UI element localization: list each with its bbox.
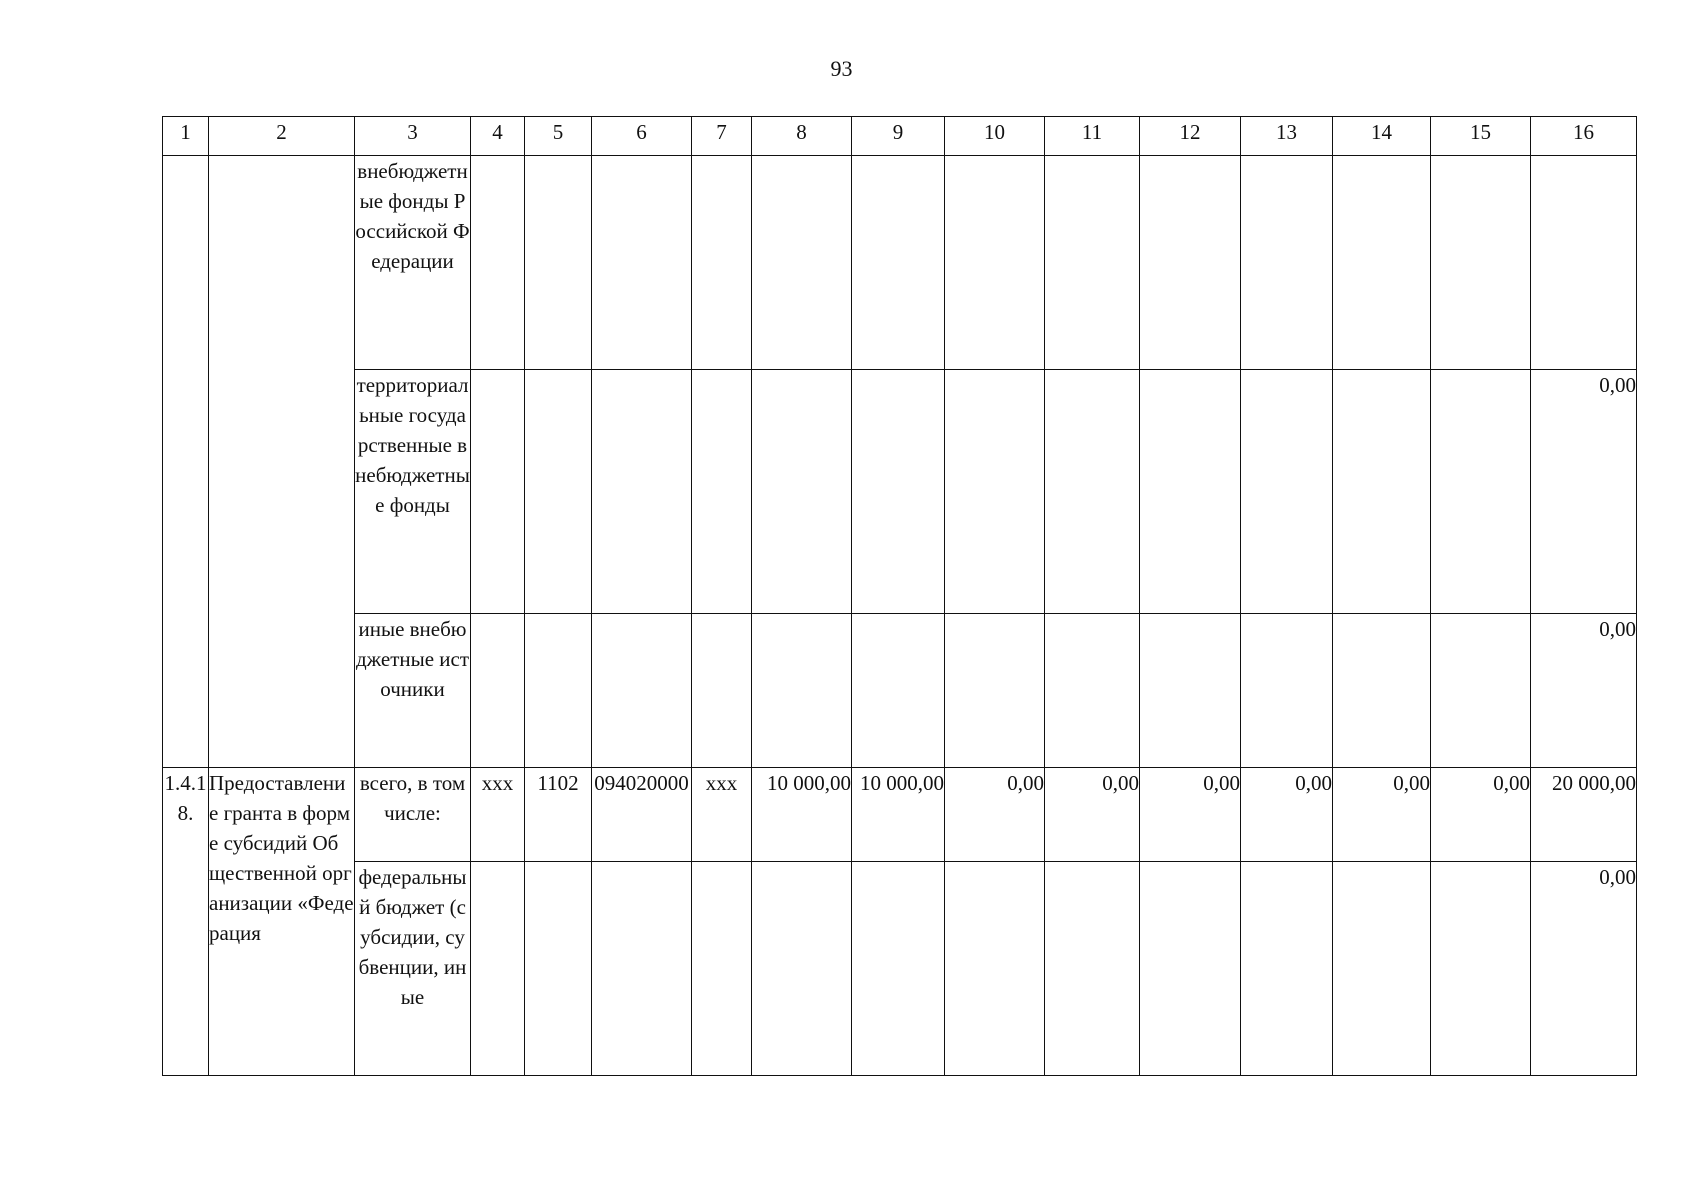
- value-cell: 0,00: [1241, 768, 1333, 862]
- value-cell: 10 000,00: [852, 768, 945, 862]
- header-cell: 14: [1333, 117, 1431, 156]
- header-cell: 1: [163, 117, 209, 156]
- header-cell: 10: [945, 117, 1045, 156]
- value-cell: 0,00: [945, 768, 1045, 862]
- header-cell: 9: [852, 117, 945, 156]
- header-cell: 3: [355, 117, 471, 156]
- code-cell: 094020000: [592, 768, 692, 862]
- table-row: [163, 156, 1637, 370]
- header-row: [163, 117, 1637, 156]
- funding-source-cell: территориальные государственные внебюджетные фонды: [355, 370, 471, 614]
- header-cell: 13: [1241, 117, 1333, 156]
- header-cell: 15: [1431, 117, 1531, 156]
- value-cell: 0,00: [1045, 768, 1140, 862]
- total-cell: 0,00: [1531, 614, 1637, 768]
- item-index-cell: 1.4.18.: [163, 768, 209, 1076]
- table-row: [163, 862, 1637, 1076]
- code-cell: ххх: [692, 768, 752, 862]
- total-cell: [1531, 156, 1637, 370]
- value-cell: 0,00: [1140, 768, 1241, 862]
- table-row: [163, 768, 1637, 862]
- page-number: 93: [830, 56, 853, 81]
- item-name-cell: Предоставление гранта в форме субсидий Общественной организации «Федерация: [209, 768, 355, 1076]
- header-cell: 12: [1140, 117, 1241, 156]
- total-cell: 0,00: [1531, 370, 1637, 614]
- header-cell: 16: [1531, 117, 1637, 156]
- header-cell: 11: [1045, 117, 1140, 156]
- funding-source-cell: иные внебюджетные источники: [355, 614, 471, 768]
- header-cell: 8: [752, 117, 852, 156]
- empty-cell: [209, 156, 355, 768]
- total-cell: 20 000,00: [1531, 768, 1637, 862]
- funding-source-cell: федеральный бюджет (субсидии, субвенции, иные: [355, 862, 471, 1076]
- header-cell: 7: [692, 117, 752, 156]
- value-cell: 0,00: [1431, 768, 1531, 862]
- funding-source-cell: внебюджетные фонды Российской Федерации: [355, 156, 471, 370]
- header-cell: 6: [592, 117, 692, 156]
- empty-cell: [163, 156, 209, 768]
- header-cell: 4: [471, 117, 525, 156]
- table-row: [163, 370, 1637, 614]
- table-row: [163, 614, 1637, 768]
- budget-table: [162, 116, 1637, 1076]
- value-cell: 0,00: [1333, 768, 1431, 862]
- header-cell: 5: [525, 117, 592, 156]
- funding-source-cell: всего, в том числе:: [355, 768, 471, 862]
- value-cell: 10 000,00: [752, 768, 852, 862]
- code-cell: ххх: [471, 768, 525, 862]
- header-cell: 2: [209, 117, 355, 156]
- code-cell: 1102: [525, 768, 592, 862]
- total-cell: 0,00: [1531, 862, 1637, 1076]
